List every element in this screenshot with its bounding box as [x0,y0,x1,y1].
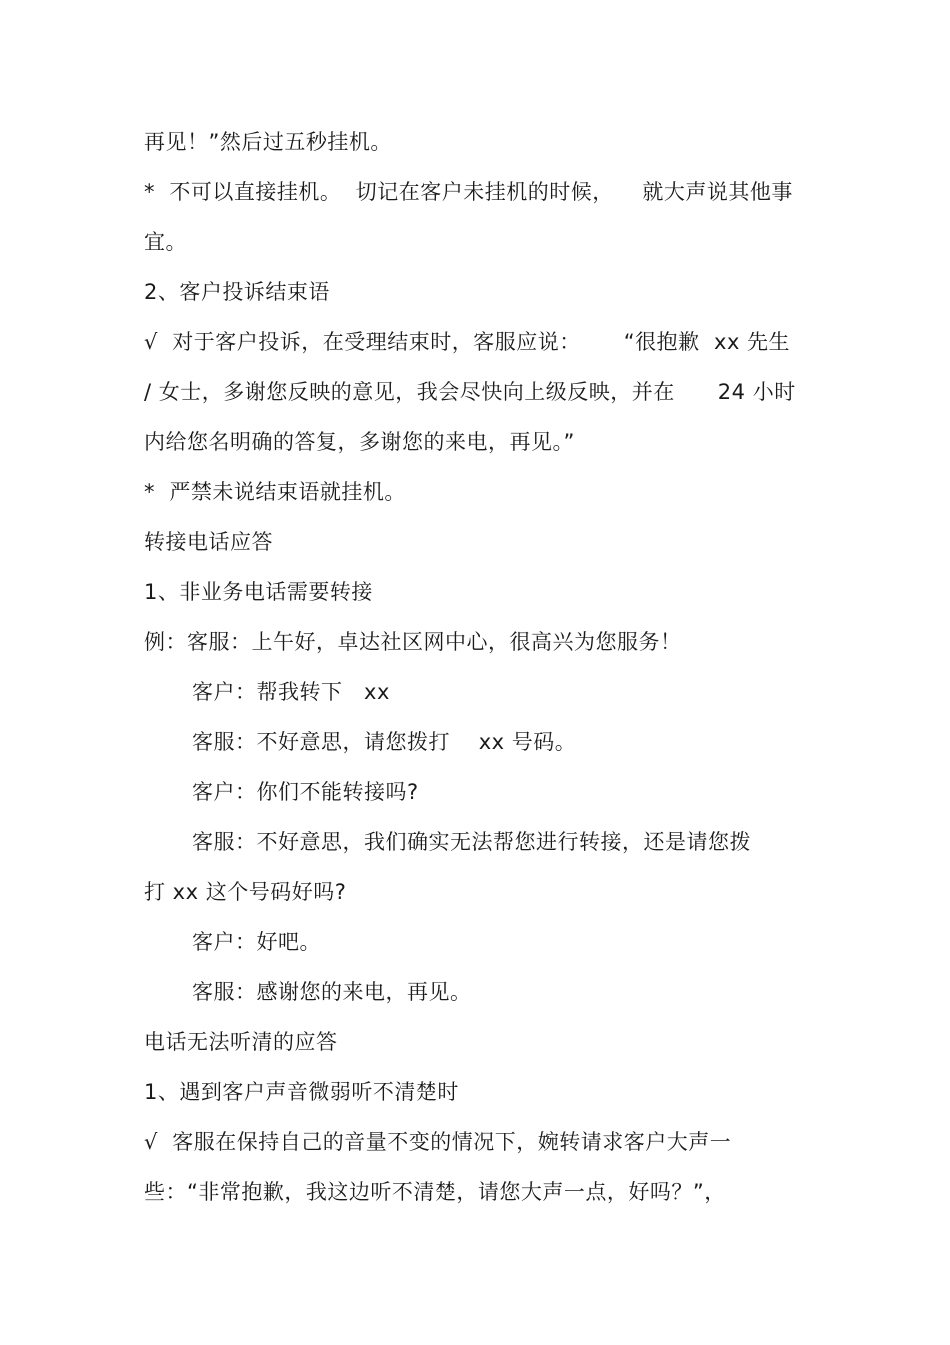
dialogue-line: 客户：你们不能转接吗? [192,780,419,804]
section-heading: 1、遇到客户声音微弱听不清楚时 [144,1080,459,1104]
text-line: 内给您名明确的答复，多谢您的来电，再见。” [144,430,575,454]
dialogue-line: 客服：感谢您的来电，再见。 [192,980,472,1004]
text-line: * 不可以直接挂机。 切记在客户未挂机的时候， 就大声说其他事 [144,180,793,204]
text-line: / 女士，多谢您反映的意见，我会尽快向上级反映，并在 24 小时 [144,380,796,404]
section-heading: 转接电话应答 [144,530,273,554]
dialogue-line: 客服：不好意思，请您拨打 xx 号码。 [192,730,577,754]
text-line: * 严禁未说结束语就挂机。 [144,480,406,504]
section-heading: 2、客户投诉结束语 [144,280,330,304]
text-line: 宜。 [144,230,187,254]
text-line: √ 对于客户投诉，在受理结束时，客服应说： “很抱歉 xx 先生 [144,330,791,354]
section-heading: 电话无法听清的应答 [144,1030,338,1054]
text-line: 再见！”然后过五秒挂机。 [144,130,392,154]
dialogue-line: 客服：不好意思，我们确实无法帮您进行转接，还是请您拨 [192,830,751,854]
text-line: 些：“非常抱歉，我这边听不清楚，请您大声一点，好吗？”， [144,1180,726,1204]
dialogue-line: 打 xx 这个号码好吗? [144,880,347,904]
section-heading: 1、非业务电话需要转接 [144,580,373,604]
dialogue-line: 例：客服：上午好，卓达社区网中心，很高兴为您服务！ [144,630,682,654]
text-line: √ 客服在保持自己的音量不变的情况下，婉转请求客户大声一 [144,1130,732,1154]
dialogue-line: 客户：帮我转下 xx [192,680,390,704]
dialogue-line: 客户：好吧。 [192,930,321,954]
